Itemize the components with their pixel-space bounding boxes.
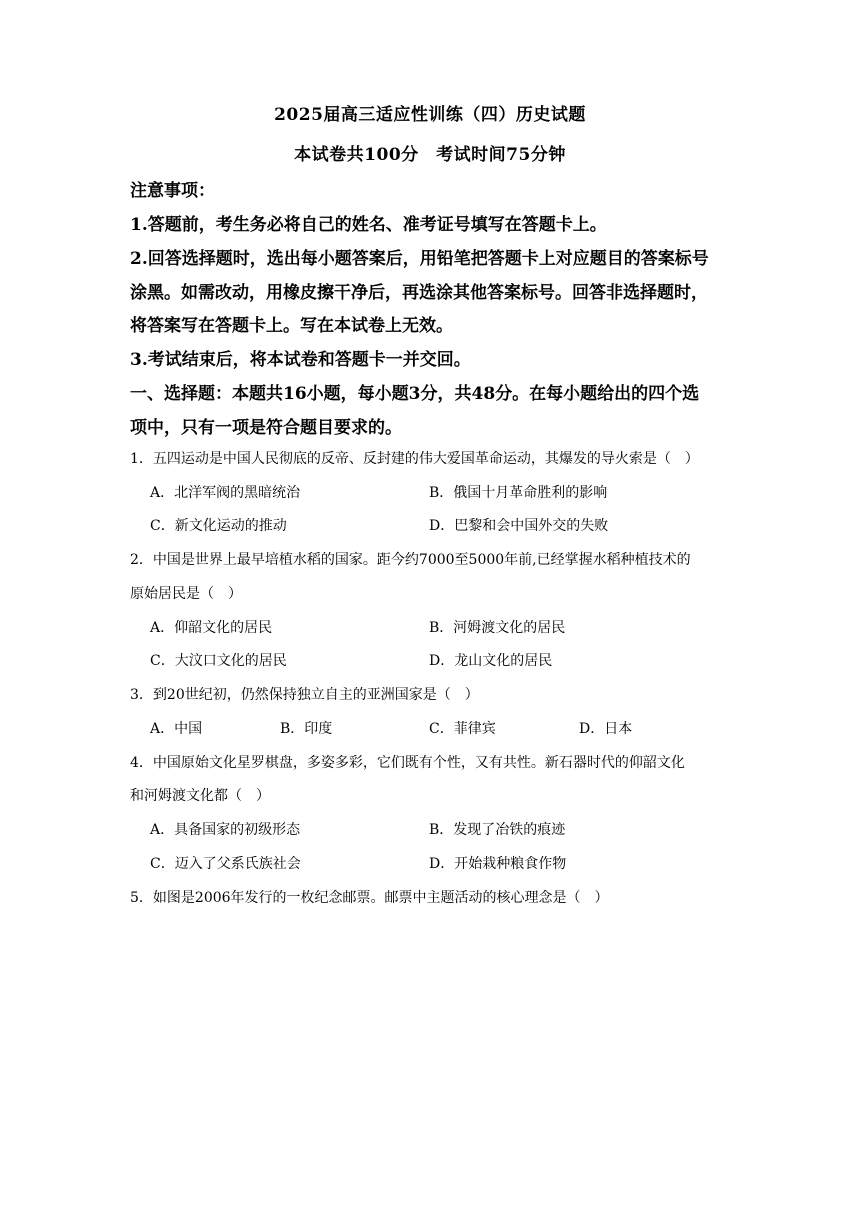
question-3-stem: 3．到20世纪初，仍然保持独立自主的亚洲国家是（ ） — [130, 687, 479, 703]
question-1-option-b: B．俄国十月革命胜利的影响 — [429, 485, 608, 501]
question-5-stem: 5．如图是2006年发行的一枚纪念邮票。邮票中主题活动的核心理念是（ ） — [130, 890, 609, 906]
question-2-option-c: C．大汶口文化的居民 — [150, 653, 287, 669]
question-4-option-b: B．发现了冶铁的痕迹 — [429, 822, 566, 838]
notice-item-2-line-3: 将答案写在答题卡上。写在本试卷上无效。 — [130, 316, 453, 336]
question-2-option-b: B．河姆渡文化的居民 — [429, 620, 566, 636]
question-2-stem-line-2: 原始居民是（ ） — [130, 586, 242, 602]
question-1-stem: 1．五四运动是中国人民彻底的反帝、反封建的伟大爱国革命运动，其爆发的导火索是（ ） — [130, 451, 699, 467]
notice-item-3: 3.考试结束后，将本试卷和答题卡一并交回。 — [130, 350, 471, 370]
question-1-option-a: A．北洋军阀的黑暗统治 — [150, 485, 301, 501]
question-3-option-c: C．菲律宾 — [429, 721, 496, 737]
question-4-option-a: A．具备国家的初级形态 — [150, 822, 301, 838]
question-3-option-b: B．印度 — [280, 721, 333, 737]
question-2-option-d: D．龙山文化的居民 — [429, 653, 553, 669]
notice-heading: 注意事项： — [130, 181, 215, 201]
question-2-stem-line-1: 2．中国是世界上最早培植水稻的国家。距今约7000至5000年前,已经掌握水稻种植技术的 — [130, 552, 691, 568]
question-3-option-a: A．中国 — [150, 721, 203, 737]
notice-item-2-line-1: 2.回答选择题时，选出每小题答案后，用铅笔把答题卡上对应题目的答案标号 — [130, 249, 709, 269]
exam-title: 2025届高三适应性训练（四）历史试题 — [274, 105, 586, 125]
exam-subtitle: 本试卷共100分 考试时间75分钟 — [294, 145, 566, 165]
question-4-option-d: D．开始栽种粮食作物 — [429, 856, 567, 872]
section-heading-line-2: 项中，只有一项是符合题目要求的。 — [130, 418, 402, 438]
section-heading-line-1: 一、选择题：本题共16小题，每小题3分，共48分。在每小题给出的四个选 — [130, 384, 700, 404]
question-2-option-a: A．仰韶文化的居民 — [150, 620, 273, 636]
question-1-option-d: D．巴黎和会中国外交的失败 — [429, 518, 609, 534]
question-1-option-c: C．新文化运动的推动 — [150, 518, 287, 534]
notice-item-1: 1.答题前，考生务必将自己的姓名、准考证号填写在答题卡上。 — [130, 215, 607, 235]
question-3-option-d: D．日本 — [579, 721, 633, 737]
notice-item-2-line-2: 涂黑。如需改动，用橡皮擦干净后，再选涂其他答案标号。回答非选择题时， — [130, 283, 708, 303]
question-4-option-c: C．迈入了父系氏族社会 — [150, 856, 301, 872]
question-4-stem-line-2: 和河姆渡文化都（ ） — [130, 788, 270, 804]
question-4-stem-line-1: 4．中国原始文化星罗棋盘，多姿多彩，它们既有个性，又有共性。新石器时代的仰韶文化 — [130, 755, 685, 771]
